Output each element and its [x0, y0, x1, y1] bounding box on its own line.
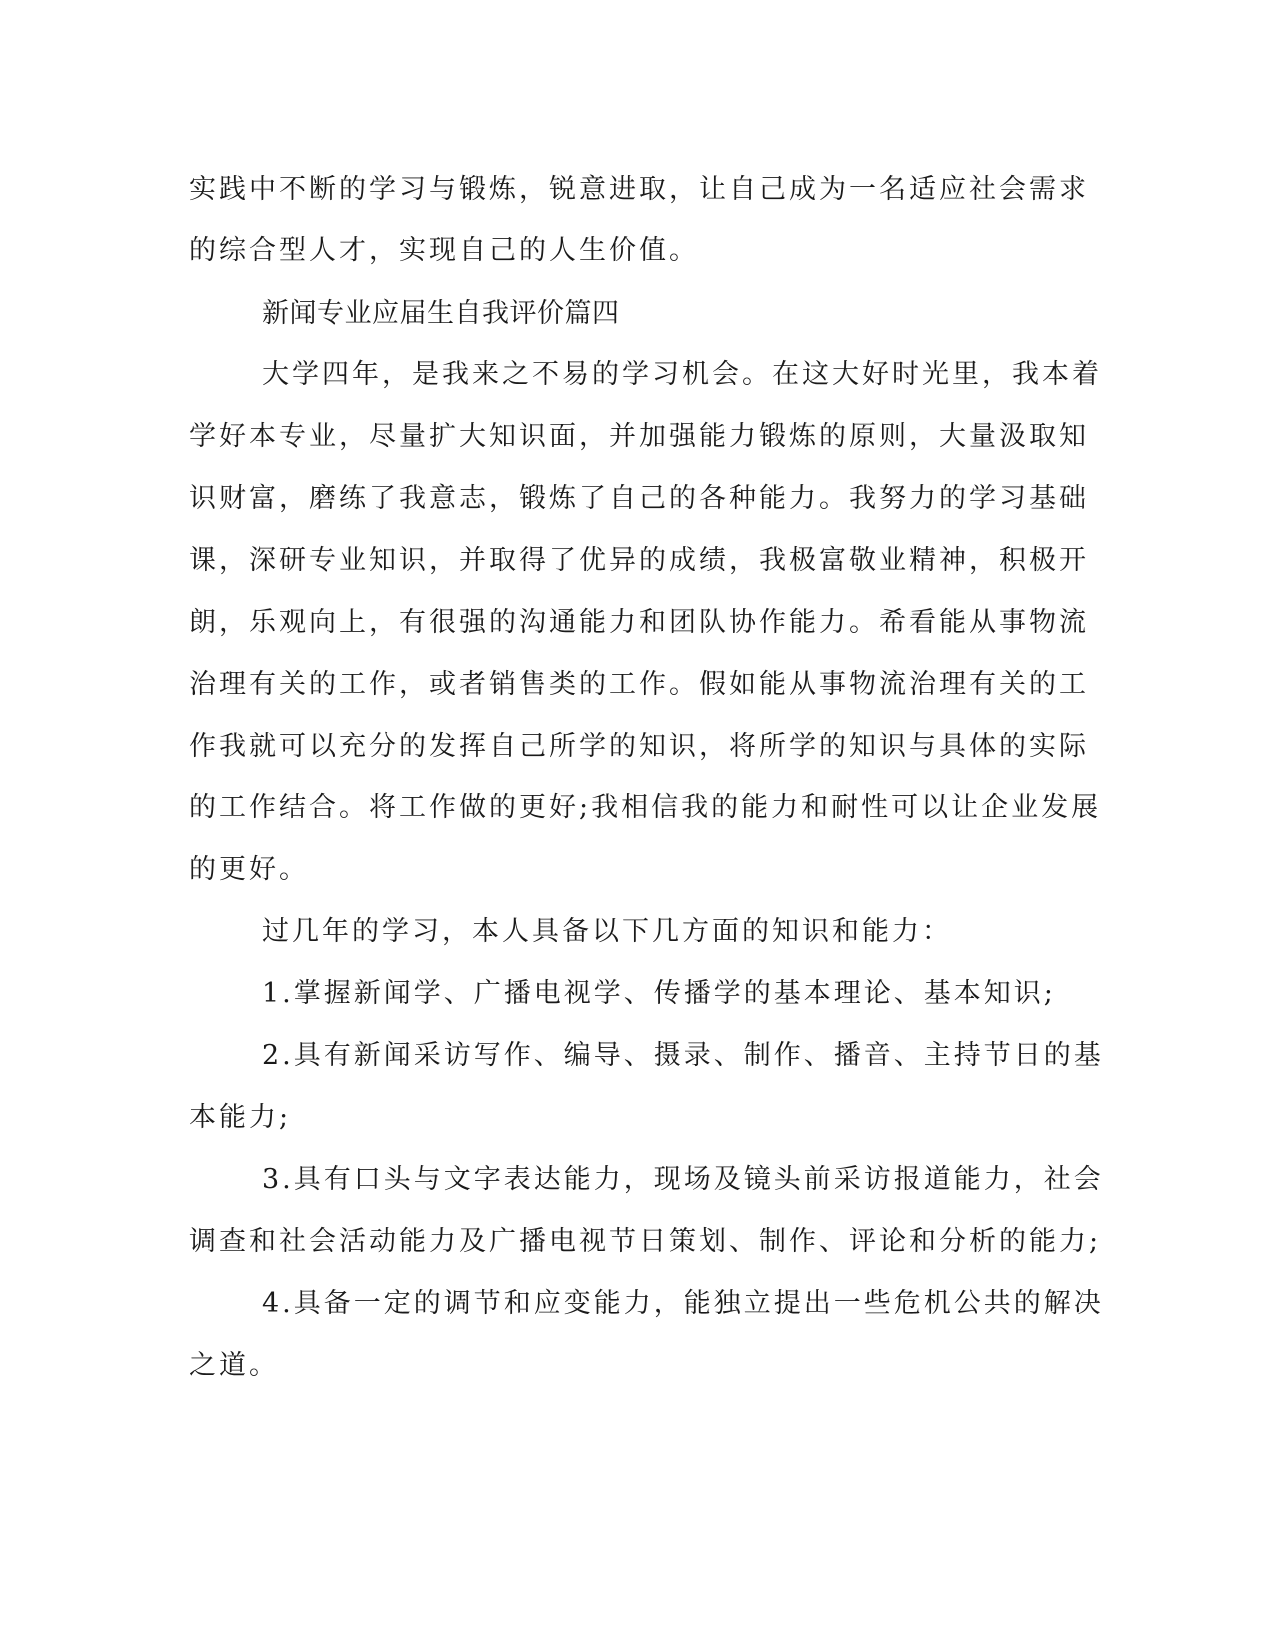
section-heading: 新闻专业应届生自我评价篇四 — [262, 298, 620, 329]
list-item: 2.具有新闻采访写作、编导、摄录、制作、播音、主持节日的基 — [262, 1040, 1104, 1071]
paragraph-line: 作我就可以充分的发挥自己所学的知识，将所学的知识与具体的实际 — [189, 731, 1089, 762]
paragraph-line: 治理有关的工作，或者销售类的工作。假如能从事物流治理有关的工 — [189, 669, 1089, 700]
list-item: 1.掌握新闻学、广播电视学、传播学的基本理论、基本知识; — [262, 978, 1056, 1009]
paragraph-line: 朗，乐观向上，有很强的沟通能力和团队协作能力。希看能从事物流 — [189, 607, 1089, 638]
list-item-continuation: 调查和社会活动能力及广播电视节日策划、制作、评论和分析的能力; — [189, 1226, 1102, 1257]
paragraph-line: 课，深研专业知识，并取得了优异的成绩，我极富敬业精神，积极开 — [189, 545, 1089, 576]
list-item-continuation: 本能力; — [189, 1102, 292, 1133]
paragraph-line: 的综合型人才，实现自己的人生价值。 — [189, 235, 699, 266]
paragraph-line: 大学四年，是我来之不易的学习机会。在这大好时光里，我本着 — [262, 359, 1102, 390]
list-item-continuation: 之道。 — [189, 1350, 279, 1381]
paragraph-line: 过几年的学习，本人具备以下几方面的知识和能力： — [262, 916, 952, 947]
paragraph-line: 的更好。 — [189, 854, 309, 885]
list-item: 4.具备一定的调节和应变能力，能独立提出一些危机公共的解决 — [262, 1288, 1104, 1319]
paragraph-line: 实践中不断的学习与锻炼，锐意进取，让自己成为一名适应社会需求 — [189, 174, 1089, 205]
list-item: 3.具有口头与文字表达能力，现场及镜头前采访报道能力，社会 — [262, 1164, 1104, 1195]
paragraph-line: 学好本专业，尽量扩大知识面，并加强能力锻炼的原则，大量汲取知 — [189, 421, 1089, 452]
paragraph-line: 的工作结合。将工作做的更好;我相信我的能力和耐性可以让企业发展 — [189, 792, 1102, 823]
paragraph-line: 识财富，磨练了我意志，锻炼了自己的各种能力。我努力的学习基础 — [189, 483, 1089, 514]
